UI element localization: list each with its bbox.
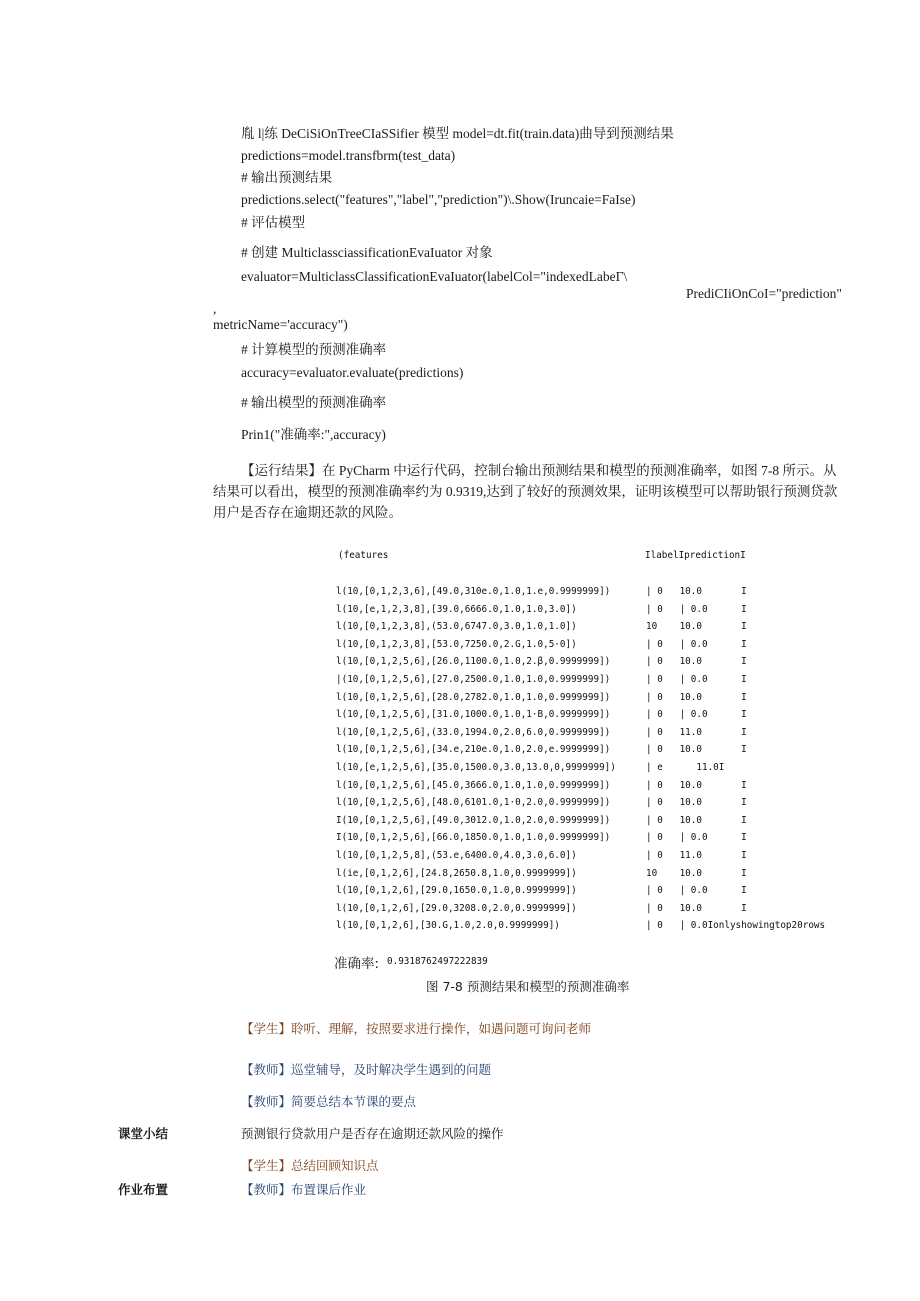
code-line: , [213,301,217,316]
code-line: metricName='accuracy") [213,317,348,332]
accuracy-label: 准确率: [334,956,380,972]
teacher-note: 【教师】布置课后作业 [241,1182,367,1197]
code-comment: # 创建 MulticlassciassificationEvaIuator 对象 [241,245,493,260]
code-line: predictions=model.transfbrm(test_data) [241,148,456,163]
student-note: 【学生】总结回顾知识点 [241,1158,379,1173]
teacher-note: 【教师】简要总结本节课的要点 [241,1094,417,1109]
code-line: Prin1("准确率:",accuracy) [241,427,386,442]
console-row-features: l(10,[0,1,2,3,6],[49.0,310e.0,1.0,1.e,0.9999999]) [336,586,611,597]
console-row-features: l(10,[0,1,2,5,6],[26.0,1100.0,1.0,2.β,0.9999999]) [336,656,611,668]
code-line: accuracy=evaluator.evaluate(predictions) [241,365,464,380]
teacher-note: 【教师】巡堂辅导，及时解决学生遇到的问题 [241,1062,492,1077]
console-row-label: | 0 | 0.0 I [646,832,747,844]
console-row-features: l(10,[0,1,2,6],[29.0,1650.0,1.0,0.9999999]) [336,885,577,897]
console-row-label: | 0 11.0 I [646,850,747,861]
console-row-features: l(10,[0,1,2,5,6],[28.0,2782.0,1.0,1.0,0.9999999]) [336,691,611,703]
console-row-label: | 0 | 0.0Ionlyshowingtop20rows [646,920,826,932]
console-row-label: | 0 | 0.0 I [646,709,747,721]
console-row-label: 10 10.0 I [646,621,747,633]
console-row-features: l(10,[0,1,2,3,8],[53.0,7250.0,2.G,1.0,5·0]) [336,638,577,650]
code-comment: # 输出模型的预测准确率 [241,395,387,410]
console-row-label: | 0 10.0 I [646,691,747,703]
console-row-features: l(10,[0,1,2,6],[29.0,3208.0,2.0,0.9999999]) [336,902,577,914]
console-row-features: l(10,[0,1,2,6],[30.G,1.0,2.0,0.9999999]) [336,920,560,932]
code-comment: # 输出预测结果 [241,170,333,185]
console-row-label: | 0 10.0 I [646,902,747,914]
result-paragraph: 【运行结果】在 PyCharm 中运行代码，控制台输出预测结果和模型的预测准确率，如图 7-8 所示。从结果可以看出，模型的预测准确率约为 0.9319,达到了较好的预测效果，证明该模型可以帮助银行预测贷款用户是否存在逾期还款的风险。 [213,463,838,520]
console-row-label: | 0 | 0.0 I [646,885,747,897]
console-row-label: | 0 10.0 I [646,586,747,597]
console-row-label: | 0 10.0 I [646,744,747,756]
section-label-summary: 课堂小结 [118,1126,169,1141]
console-row-label: 10 10.0 I [646,867,747,879]
code-line: PrediCIiOnCoI="prediction" [686,286,842,301]
student-note: 【学生】聆听、理解，按照要求进行操作，如遇问题可询问老师 [241,1021,592,1036]
console-row-label: | 0 | 0.0 I [646,638,747,650]
accuracy-value: 0.9318762497222839 [387,956,488,967]
console-row-features: l(10,[0,1,2,5,8],(53.e,6400.0,4.0,3.0,6.0]) [336,850,577,861]
console-row-features: |(10,[0,1,2,5,6],[27.0,2500.0,1.0,1.0,0.9999999]) [336,674,611,685]
console-row-features: l(10,[0,1,2,5,6],[31.0,1000.0,1.0,1·B,0.9999999]) [336,709,611,721]
console-row-label: | 0 | 0.0 I [646,674,747,685]
console-row-features: l(10,[0,1,2,5,6],[34.e,210e.0,1.0,2.0,e.9999999]) [336,744,611,756]
console-row-label: | 0 10.0 I [646,814,747,826]
summary-text: 预测银行贷款用户是否存在逾期还款风险的操作 [241,1126,504,1141]
code-line: predictions.select("features","label","prediction")\.Show(Iruncaie=FaIse) [241,192,636,207]
code-comment: # 评估模型 [241,215,306,230]
code-comment: # 计算模型的预测准确率 [241,342,387,357]
console-row-label: | e 11.0I [646,762,725,773]
code-line: evaluator=MulticlassClassificationEvaIuator(labelCol="indexedLabeΓ\ [241,269,628,284]
console-row-features: l(10,[0,1,2,5,6],(33.0,1994.0,2.0,6.0,0.9999999]) [336,726,611,738]
console-row-features: I(10,[0,1,2,5,6],[49.0,3012.0,1.0,2.0,0.9999999]) [336,814,611,826]
console-row-features: I(10,[0,1,2,5,6],[66.0,1850.0,1.0,1.0,0.9999999]) [336,832,611,844]
code-line: 胤 l|练 DeCiSiOnTreeCIaSSifier 模型 model=dt.fit(train.data)曲导到预测结果 [241,126,674,141]
figure-caption: 图 7-8 预测结果和模型的预测准确率 [426,979,630,994]
console-row-features: l(10,[0,1,2,5,6],[48.0,6101.0,1·0,2.0,0.9999999]) [336,797,611,809]
console-header-labels: IlabelIpredictionI [645,550,746,561]
console-row-features: l(10,[0,1,2,5,6],[45.0,3666.0,1.0,1.0,0.9999999]) [336,779,611,791]
console-row-features: l(10,[0,1,2,3,8],(53.0,6747.0,3.0,1.0,1.0]) [336,621,577,633]
console-row-label: | 0 10.0 I [646,779,747,791]
console-header-features: (features [338,550,389,561]
console-row-features: l(10,[e,1,2,3,8],[39.0,6666.0,1.0,1.0,3.0]) [336,603,577,615]
console-row-label: | 0 10.0 I [646,797,747,809]
console-row-label: | 0 | 0.0 I [646,603,747,615]
console-row-features: l(ie,[0,1,2,6],[24.8,2650.8,1.0,0.9999999]) [336,867,577,879]
console-row-features: l(10,[e,1,2,5,6],[35.0,1500.0,3.0,13.0,0,9999999]) [336,762,616,773]
console-row-label: | 0 11.0 I [646,726,747,738]
console-row-label: | 0 10.0 I [646,656,747,668]
section-label-homework: 作业布置 [118,1182,169,1197]
